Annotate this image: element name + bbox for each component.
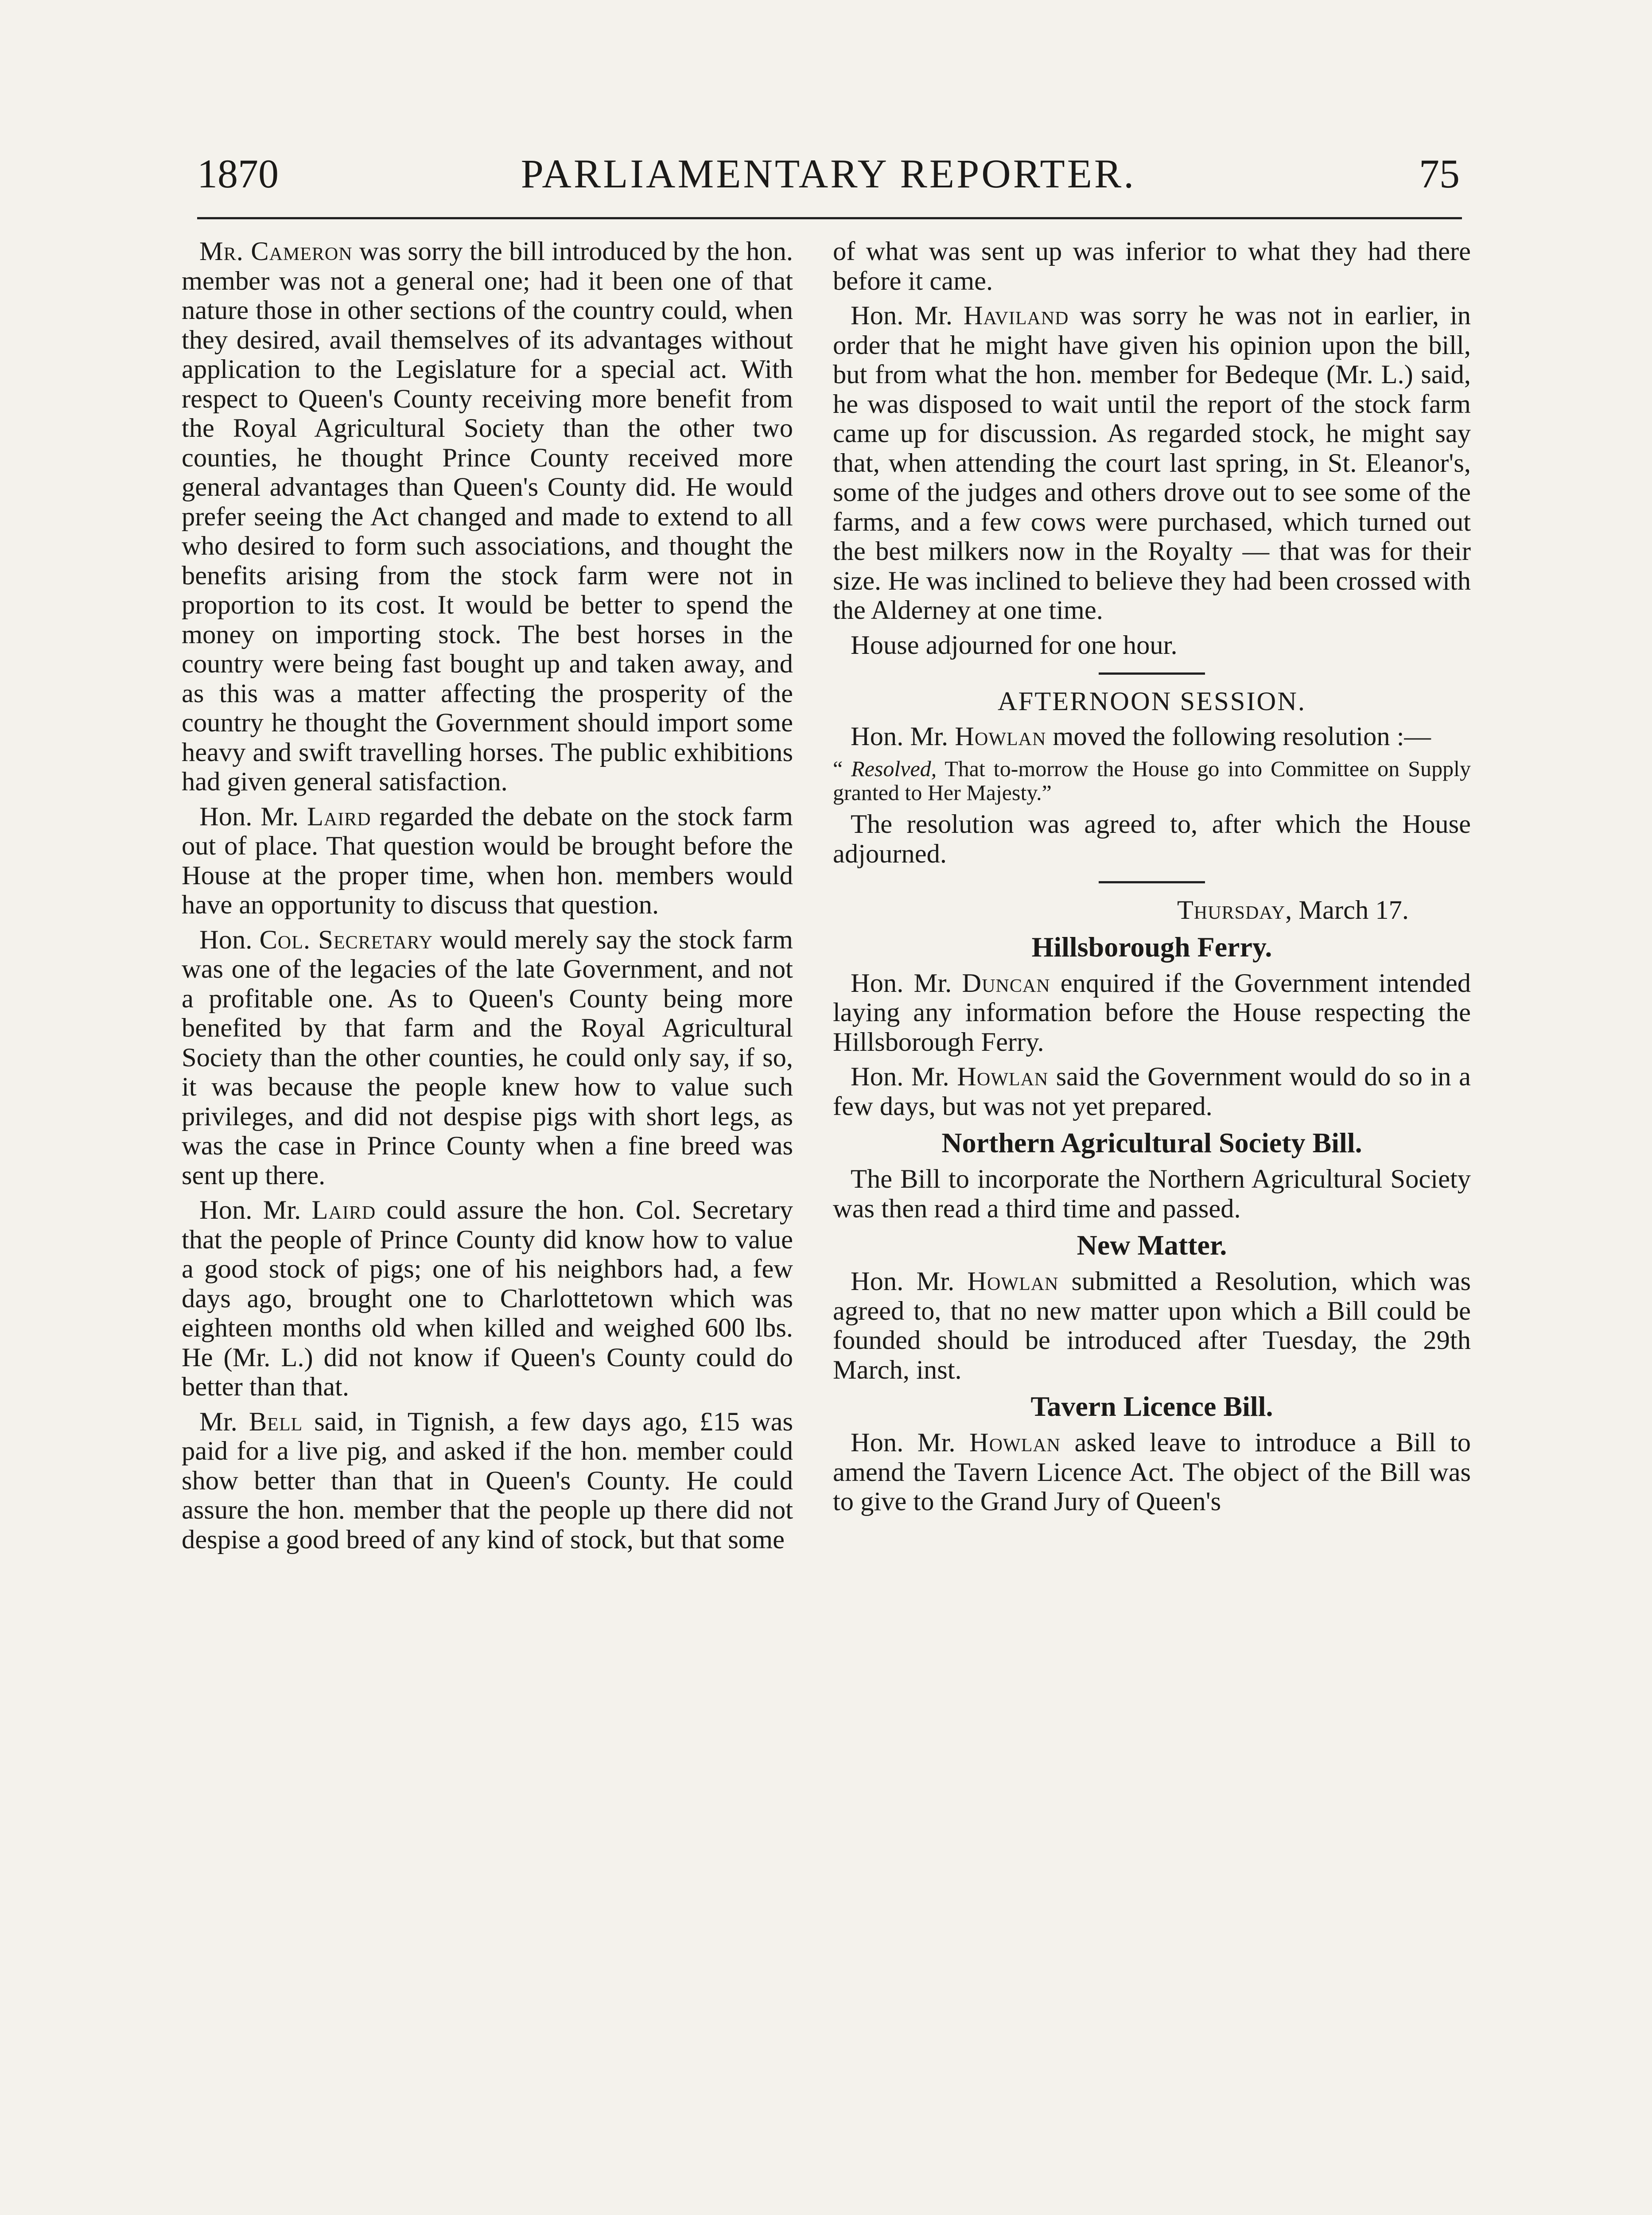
speaker-name: Howlan xyxy=(957,1062,1049,1092)
date-day: Thursday xyxy=(1177,895,1286,925)
paragraph-col-secretary xyxy=(182,925,793,1191)
header-title: PARLIAMENTARY REPORTER. xyxy=(521,151,1136,196)
speaker-name: Howlan xyxy=(967,1267,1059,1296)
page-number: 75 xyxy=(1419,151,1460,196)
paragraph-text: submitted a Resolution, which was agreed to, that no new matter upon which a Bill could be founded should be introduced after Tuesday, the 29th March, inst. xyxy=(833,1267,1471,1385)
paragraph-laird xyxy=(182,802,793,920)
speaker-name: Laird xyxy=(307,801,371,832)
paragraph-text: could assure the hon. Col. Secretary that the people of Prince County did know how to value a good stock of pigs; one of his neighbors had, a few days ago, brought one to Charlottetown which was eighteen months old when killed and weighed 600 lbs. He (Mr. L.) did not know if Queen's County could do better than that. xyxy=(182,1195,793,1402)
paragraph-text: was sorry he was not in earlier, in order that he might have given his opinion upon the bill, but from what the hon. member for Bedeque (Mr. L.) said, he was disposed to wait until the report of the stock farm came up for discussion. As regarded stock, he might say that, when attending the court last spring, in St. Eleanor's, some of the judges and others drove out to see some of the farms, and a few cows were purchased, which turned out the best milkers now in the Royalty — that was for their size. He was inclined to believe they had been crossed with the Alderney at one time. xyxy=(833,301,1471,625)
paragraph-text: said the Government would do so in a few days, but was not yet prepared. xyxy=(833,1062,1471,1121)
paragraph-text: would merely say the stock farm was one of the legacies of the late Government, and not a profitable one. As to Queen's County being more benefited by that farm and the Royal Agricultural Society than the other counties, he could only say, if so, it was because the people knew how to value such privileges, and did not despise pigs with short legs, as was the case in Prince County when a fine breed was sent up there. xyxy=(182,925,793,1190)
right-column xyxy=(833,237,1471,1522)
paragraph-howlan-reply xyxy=(833,1062,1471,1121)
paragraph-text: was sorry the bill introduced by the hon. member was not a general one; had it been one of that nature those in other sections of the country could, when they desired, avail themselves of its advantages without application to the Legislature for a special act. With respect to Queen's County receiving more benefit from the Royal Agricultural Society than the other two counties, he thought Prince County received more general advantages than Queen's County did. He would prefer seeing the Act changed and made to extend to all who desired to form such associations, and thought the benefits arising from the stock farm were not in proportion to its cost. It would be better to spend the money on importing stock. The best horses in the country were being fast bought up and taken away, and as this was a matter affecting the prosperity of the country he thought the Government should import some heavy and swift travelling horses. The public exhibitions had given general satisfaction. xyxy=(182,237,793,797)
paragraph-text: enquired if the Government intended laying any information before the House respecting the Hillsborough Ferry. xyxy=(833,968,1471,1057)
paragraph-new-matter xyxy=(833,1267,1471,1385)
paragraph-haviland xyxy=(833,301,1471,626)
paragraph-howlan-motion xyxy=(833,722,1471,752)
date-rest: , March 17. xyxy=(1285,895,1409,925)
speaker-prefix: Hon. Mr. xyxy=(851,301,964,330)
speaker-name: Howlan xyxy=(955,721,1046,751)
paragraph-continuation: of what was sent up was inferior to what they had there before it came. xyxy=(833,237,1471,296)
section-divider xyxy=(1099,881,1205,883)
paragraph-resolution-agreed: The resolution was agreed to, after which the House adjourned. xyxy=(833,809,1471,869)
paragraph-bill-passed: The Bill to incorporate the Northern Agricultural Society was then read a third time and passed. xyxy=(833,1164,1471,1224)
speaker-prefix: Hon. xyxy=(199,925,260,955)
paragraph-text: regarded the debate on the stock farm out of place. That question would be brought before the House at the proper time, when hon. members would have an opportunity to discuss that question. xyxy=(182,801,793,920)
paragraph-text: said, in Tignish, a few days ago, £15 was paid for a live pig, and asked if the hon. member could show better than that in Queen's County. He could assure the hon. member that the people up there did not despise a good breed of any kind of stock, but that some xyxy=(182,1407,793,1554)
speaker-prefix: Hon. Mr. xyxy=(851,1267,968,1296)
speaker-name: Laird xyxy=(311,1195,376,1225)
speaker-prefix: Hon. Mr. xyxy=(851,968,962,998)
speaker-name: Duncan xyxy=(962,968,1050,998)
speaker-name: Howlan xyxy=(969,1428,1061,1457)
section-divider xyxy=(1099,672,1205,675)
left-column xyxy=(182,237,793,1560)
paragraph-cameron xyxy=(182,237,793,797)
date-line xyxy=(833,896,1471,925)
speaker-prefix: Hon. Mr. xyxy=(851,721,955,751)
paragraph-text: asked leave to introduce a Bill to amend the Tavern Licence Act. The object of the Bill was to give to the Grand Jury of Queen's xyxy=(833,1428,1471,1516)
paragraph-laird-2 xyxy=(182,1196,793,1402)
paragraph-duncan xyxy=(833,969,1471,1057)
page-header xyxy=(197,143,1460,205)
header-year: 1870 xyxy=(197,151,279,196)
quote-resolved: Resolved, xyxy=(851,756,937,781)
speaker-prefix: Hon. Mr. xyxy=(851,1428,970,1457)
paragraph-tavern-licence xyxy=(833,1428,1471,1517)
speaker-prefix: Hon. Mr. xyxy=(851,1062,957,1092)
session-heading: AFTERNOON SESSION. xyxy=(997,687,1306,716)
speaker-name: Haviland xyxy=(963,301,1069,330)
speaker-prefix: Hon. Mr. xyxy=(199,801,307,832)
heading-new-matter: New Matter. xyxy=(1077,1229,1227,1261)
speaker-prefix: Hon. Mr. xyxy=(199,1195,312,1225)
speaker-name: Col. Secretary xyxy=(259,925,433,955)
paragraph-bell xyxy=(182,1407,793,1555)
speaker-name: Mr. Cameron xyxy=(199,237,353,266)
speaker-name: Bell xyxy=(249,1407,303,1437)
resolution-quote xyxy=(833,757,1471,804)
quote-text: That to-morrow the House go into Committee on Supply granted to Her Majesty.” xyxy=(833,756,1471,805)
paragraph-adjourned: House adjourned for one hour. xyxy=(851,630,1178,660)
quote-open: “ xyxy=(833,756,851,781)
heading-hillsborough-ferry: Hillsborough Ferry. xyxy=(1031,931,1272,963)
header-rule xyxy=(197,217,1462,219)
heading-northern-agricultural: Northern Agricultural Society Bill. xyxy=(941,1127,1362,1158)
speaker-prefix: Mr. xyxy=(199,1407,249,1437)
paragraph-text: moved the following resolution :— xyxy=(1046,721,1431,751)
heading-tavern-licence: Tavern Licence Bill. xyxy=(1030,1391,1273,1422)
